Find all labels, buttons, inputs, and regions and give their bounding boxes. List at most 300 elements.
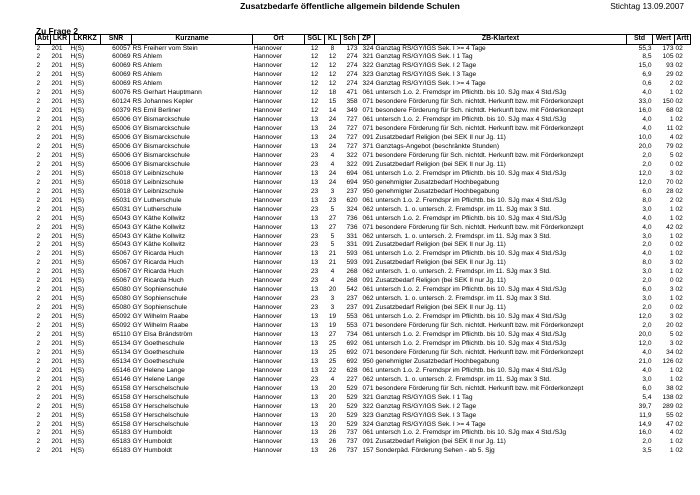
- cell-lkrkz: H(S): [70, 178, 85, 186]
- cell-sch: 737: [346, 429, 358, 437]
- cell-lkrkz: H(S): [70, 241, 85, 249]
- cell-kname: GY Wilhelm Raabe: [132, 313, 189, 321]
- column-header-zb: ZP: [359, 35, 375, 45]
- cell-wert: 29: [666, 71, 674, 79]
- cell-ort: Hannover: [253, 339, 283, 347]
- cell-abt: 2: [36, 214, 41, 222]
- cell-text: Zusatzbedarf Religion (bei SEK II nur Jg. 11): [375, 160, 506, 168]
- cell-sgl: 23: [310, 151, 319, 159]
- cell-kname: GY Elsa Brändström: [132, 331, 193, 338]
- cell-lkrkz: H(S): [70, 196, 85, 204]
- cell-std: 4,0: [642, 223, 652, 231]
- table-row: [36, 349, 691, 358]
- cell-lkrkz: H(S): [70, 366, 85, 374]
- cell-abt: 2: [36, 366, 41, 374]
- cell-wert: 4: [669, 134, 674, 142]
- cell-artt: 02: [675, 268, 683, 276]
- column-header-kname: Kurzname: [132, 35, 253, 45]
- cell-lkr: 201: [51, 259, 63, 267]
- cell-artt: 02: [675, 80, 683, 88]
- cell-artt: 02: [675, 322, 683, 330]
- cell-ort: Hannover: [253, 205, 283, 213]
- cell-std: 55,3: [638, 44, 652, 52]
- cell-sgl: 12: [310, 62, 319, 70]
- cell-artt: 02: [675, 366, 683, 374]
- cell-lkr: 201: [51, 89, 63, 97]
- cell-lkr: 201: [51, 53, 63, 61]
- cell-wert: 4: [669, 429, 674, 437]
- cell-snr: 65158: [112, 393, 131, 401]
- table-row: [36, 224, 691, 233]
- cell-sch: 331: [346, 241, 358, 249]
- cell-kname: GY Leibnizschule: [132, 169, 184, 177]
- cell-lkrkz: H(S): [70, 142, 85, 150]
- cell-lkrkz: H(S): [70, 205, 85, 213]
- cell-artt: 02: [675, 411, 683, 419]
- cell-std: 39,7: [638, 402, 652, 410]
- cell-text: besondere Förderung für Sch. nichtdt. Herkunft bzw. mit Förderkonzept: [375, 384, 584, 392]
- cell-snr: 60379: [112, 107, 131, 115]
- cell-wert: 5: [669, 331, 674, 338]
- cell-std: 33,0: [638, 98, 652, 106]
- cell-artt: 02: [675, 375, 683, 383]
- cell-snr: 65134: [112, 348, 131, 356]
- cell-artt: 02: [675, 169, 683, 177]
- cell-sgl: 13: [310, 313, 319, 321]
- cell-std: 3,0: [642, 375, 652, 383]
- cell-snr: 65183: [112, 447, 131, 455]
- cell-snr: 60069: [112, 62, 131, 70]
- cell-lkr: 201: [51, 160, 63, 168]
- cell-ort: Hannover: [253, 134, 283, 142]
- table-row: [36, 44, 691, 53]
- cell-abt: 2: [36, 205, 41, 213]
- cell-snr: 65018: [112, 178, 131, 186]
- cell-sgl: 23: [310, 232, 319, 240]
- table-row: [36, 89, 691, 98]
- cell-std: 6,0: [642, 286, 652, 294]
- cell-lkr: 201: [51, 107, 63, 115]
- column-header-snr: SNR: [101, 35, 132, 45]
- column-header-abt: Abt: [37, 35, 49, 42]
- cell-ort: Hannover: [253, 313, 283, 321]
- cell-zb: 061: [362, 89, 374, 97]
- cell-lkrkz: H(S): [70, 348, 85, 356]
- cell-wert: 1: [669, 295, 674, 303]
- cell-zb: 950: [362, 357, 374, 365]
- cell-kl: 24: [328, 125, 337, 133]
- cell-lkr: 201: [51, 429, 63, 437]
- cell-kl: 25: [328, 339, 337, 347]
- cell-kname: GY Bismarckschule: [132, 151, 190, 159]
- cell-artt: 02: [675, 277, 683, 285]
- cell-ort: Hannover: [253, 295, 283, 303]
- cell-ort: Hannover: [253, 169, 283, 177]
- cell-snr: 65043: [112, 223, 131, 231]
- cell-abt: 2: [36, 411, 41, 419]
- table-row: [36, 259, 691, 268]
- cell-zb: 061: [362, 250, 374, 258]
- cell-sch: 268: [346, 277, 358, 285]
- cell-sch: 727: [346, 116, 358, 124]
- cell-abt: 2: [36, 348, 41, 356]
- cell-abt: 2: [36, 134, 41, 142]
- cell-ort: Hannover: [253, 384, 283, 392]
- cell-std: 16,0: [638, 429, 652, 437]
- cell-sch: 227: [346, 375, 358, 383]
- cell-sch: 274: [346, 53, 358, 61]
- cell-lkrkz: H(S): [70, 80, 85, 88]
- cell-kname: RS Ahlem: [132, 62, 162, 70]
- cell-std: 4,0: [642, 250, 652, 258]
- cell-artt: 02: [675, 53, 683, 61]
- table-row: [36, 277, 691, 286]
- cell-lkrkz: H(S): [70, 44, 85, 52]
- cell-wert: 55: [666, 411, 674, 419]
- cell-kname: GY Herschelschule: [132, 384, 189, 392]
- section-label: Zu Frage 2: [36, 26, 78, 36]
- cell-kl: 24: [328, 134, 337, 142]
- cell-text: besondere Förderung für Sch. nichtdt. Herkunft bzw. mit Förderkonzept: [375, 223, 584, 231]
- cell-kname: RS Freiherr vom Stein: [132, 44, 198, 52]
- cell-sch: 692: [346, 348, 358, 356]
- cell-kname: GY Lutherschule: [132, 196, 182, 204]
- cell-abt: 2: [36, 232, 41, 240]
- cell-lkr: 201: [51, 313, 63, 321]
- cell-abt: 2: [36, 187, 41, 195]
- cell-kname: GY Herschelschule: [132, 402, 189, 410]
- cell-ort: Hannover: [253, 178, 283, 186]
- cell-lkr: 201: [51, 142, 63, 150]
- cell-ort: Hannover: [253, 232, 283, 240]
- cell-zb: 071: [362, 223, 374, 231]
- cell-text: besondere Förderung für Sch. nichtdt. Herkunft bzw. mit Förderkonzept: [375, 322, 584, 330]
- cell-sch: 553: [346, 313, 358, 321]
- cell-wert: 3: [669, 339, 674, 347]
- cell-text: besondere Förderung für Sch. nichtdt. Herkunft bzw. mit Förderkonzept: [375, 151, 584, 159]
- cell-wert: 150: [662, 98, 674, 106]
- table-row: [36, 250, 691, 259]
- cell-sgl: 13: [310, 214, 319, 222]
- cell-abt: 2: [36, 259, 41, 267]
- cell-zb: 323: [362, 71, 374, 79]
- cell-text: untersch 1.o. 2. Fremdspr im Pflichtb. bis 10. SJg max 4 Std./SJg: [375, 116, 567, 124]
- cell-ort: Hannover: [253, 268, 283, 276]
- table-row: [36, 394, 691, 403]
- cell-zb: 071: [362, 98, 374, 106]
- cell-text: besondere Förderung für Sch. nichtdt. Herkunft bzw. mit Förderkonzept: [375, 98, 584, 106]
- table-row: [36, 98, 691, 107]
- table-row: [36, 313, 691, 322]
- cell-zb: 322: [362, 402, 374, 410]
- cell-kname: GY Bismarckschule: [132, 134, 190, 142]
- cell-kl: 27: [328, 214, 337, 222]
- table-row: [36, 116, 691, 125]
- cell-lkrkz: H(S): [70, 232, 85, 240]
- cell-kname: GY Bismarckschule: [132, 116, 190, 124]
- cell-std: 12,0: [638, 313, 652, 321]
- cell-std: 20,0: [638, 142, 652, 150]
- column-header-lkrkz: LKRKZ: [70, 35, 101, 45]
- cell-lkrkz: H(S): [70, 89, 85, 97]
- cell-kname: GY Ricarda Huch: [132, 259, 184, 267]
- cell-kl: 3: [330, 304, 335, 312]
- cell-sch: 322: [346, 151, 358, 159]
- cell-artt: 02: [675, 116, 683, 124]
- cell-artt: 02: [675, 402, 683, 410]
- cell-kname: GY Käthe Kollwitz: [132, 241, 186, 249]
- table-row: [36, 53, 691, 62]
- column-header-kl: KL: [325, 35, 341, 45]
- cell-kl: 20: [328, 393, 337, 401]
- cell-wert: 1: [669, 366, 674, 374]
- cell-sgl: 13: [310, 178, 319, 186]
- cell-snr: 65092: [112, 313, 131, 321]
- cell-abt: 2: [36, 196, 41, 204]
- document-title: Zusatzbedarfe öffentliche allgemein bildende Schulen: [240, 1, 460, 11]
- cell-lkr: 201: [51, 232, 63, 240]
- cell-zb: 071: [362, 125, 374, 133]
- table-row: [36, 403, 691, 412]
- cell-sch: 529: [346, 411, 358, 419]
- cell-zb: 324: [362, 420, 374, 428]
- cell-std: 0,6: [642, 80, 652, 88]
- cell-wert: 1: [669, 232, 674, 240]
- cell-sgl: 12: [310, 44, 319, 52]
- cell-zb: 062: [362, 232, 374, 240]
- cell-abt: 2: [36, 295, 41, 303]
- cell-lkrkz: H(S): [70, 411, 85, 419]
- cell-snr: 65183: [112, 438, 131, 446]
- cell-artt: 02: [675, 125, 683, 133]
- cell-lkrkz: H(S): [70, 53, 85, 61]
- cell-wert: 1: [669, 447, 674, 455]
- column-header-sch: Sch: [341, 35, 359, 45]
- cell-artt: 02: [675, 196, 683, 204]
- cell-ort: Hannover: [253, 375, 283, 383]
- cell-abt: 2: [36, 429, 41, 437]
- cell-artt: 02: [675, 44, 683, 52]
- cell-zb: 071: [362, 107, 374, 115]
- cell-std: 10,0: [638, 134, 652, 142]
- cell-lkr: 201: [51, 125, 63, 133]
- table-row: [36, 322, 691, 331]
- report-date: Stichtag 13.09.2007: [610, 1, 684, 11]
- cell-kname: GY Herschelschule: [132, 411, 189, 419]
- cell-artt: 02: [675, 232, 683, 240]
- table-row: [36, 340, 691, 349]
- cell-sch: 553: [346, 322, 358, 330]
- cell-snr: 65158: [112, 420, 131, 428]
- cell-ort: Hannover: [253, 89, 283, 97]
- cell-snr: 65006: [112, 160, 131, 168]
- cell-text: Ganztag RS/GY/IGS Sek. I 3 Tage: [375, 71, 477, 79]
- table-row: [36, 304, 691, 313]
- cell-kname: GY Humboldt: [132, 447, 172, 455]
- cell-std: 2,0: [642, 438, 652, 446]
- cell-text: untersch. 1. o. untersch. 2. Fremdspr. im 11. SJg max 3 Std.: [375, 268, 551, 276]
- cell-ort: Hannover: [253, 71, 283, 79]
- cell-sgl: 13: [310, 223, 319, 231]
- cell-abt: 2: [36, 375, 41, 383]
- cell-sch: 349: [346, 107, 358, 115]
- cell-text: besondere Förderung für Sch. nichtdt. Herkunft bzw. mit Förderkonzept: [375, 107, 584, 115]
- cell-zb: 091: [362, 160, 374, 168]
- cell-kname: GY Wilhelm Raabe: [132, 322, 189, 330]
- cell-lkrkz: H(S): [70, 322, 85, 330]
- cell-wert: 1: [669, 375, 674, 383]
- cell-kl: 25: [328, 357, 337, 365]
- cell-zb: 321: [362, 53, 374, 61]
- cell-ort: Hannover: [253, 107, 283, 115]
- cell-snr: 65158: [112, 411, 131, 419]
- cell-kl: 27: [328, 223, 337, 231]
- cell-lkrkz: H(S): [70, 357, 85, 365]
- cell-wert: 173: [662, 44, 674, 52]
- cell-wert: 5: [669, 151, 674, 159]
- cell-artt: 02: [675, 178, 683, 186]
- cell-snr: 65006: [112, 142, 131, 150]
- cell-wert: 105: [662, 53, 674, 61]
- cell-sgl: 23: [310, 295, 319, 303]
- cell-zb: 061: [362, 366, 374, 374]
- cell-sch: 737: [346, 447, 358, 455]
- cell-kl: 15: [328, 98, 337, 106]
- cell-text: untersch 1.o. 2. Fremdspr im Pflichtb. bis 10. SJg max 4 Std./SJg: [375, 366, 567, 374]
- cell-lkrkz: H(S): [70, 438, 85, 446]
- cell-abt: 2: [36, 53, 41, 61]
- cell-sch: 529: [346, 384, 358, 392]
- cell-zb: 091: [362, 277, 374, 285]
- cell-abt: 2: [36, 402, 41, 410]
- cell-kl: 20: [328, 420, 337, 428]
- cell-snr: 60076: [112, 89, 131, 97]
- cell-lkrkz: H(S): [70, 447, 85, 455]
- cell-snr: 65018: [112, 187, 131, 195]
- cell-lkrkz: H(S): [70, 393, 85, 401]
- cell-zb: 091: [362, 259, 374, 267]
- cell-snr: 65134: [112, 339, 131, 347]
- cell-lkr: 201: [51, 205, 63, 213]
- cell-lkrkz: H(S): [70, 98, 85, 106]
- cell-wert: 289: [662, 402, 674, 410]
- cell-std: 2,0: [642, 277, 652, 285]
- cell-kl: 5: [330, 205, 335, 213]
- cell-std: 4,0: [642, 214, 652, 222]
- cell-abt: 2: [36, 125, 41, 133]
- cell-ort: Hannover: [253, 348, 283, 356]
- cell-std: 12,0: [638, 178, 652, 186]
- cell-ort: Hannover: [253, 53, 283, 61]
- table-row: [36, 143, 691, 152]
- cell-kl: 12: [328, 80, 337, 88]
- cell-zb: 071: [362, 384, 374, 392]
- cell-kname: RS Ahlem: [132, 53, 162, 61]
- cell-sgl: 23: [310, 277, 319, 285]
- cell-sgl: 13: [310, 411, 319, 419]
- cell-std: 14,9: [638, 420, 652, 428]
- cell-snr: 65134: [112, 357, 131, 365]
- cell-artt: 02: [675, 142, 683, 150]
- cell-sgl: 13: [310, 393, 319, 401]
- cell-kl: 20: [328, 286, 337, 294]
- cell-ort: Hannover: [253, 196, 283, 204]
- cell-snr: 65031: [112, 205, 131, 213]
- cell-artt: 02: [675, 205, 683, 213]
- cell-ort: Hannover: [253, 44, 283, 52]
- cell-abt: 2: [36, 62, 41, 70]
- cell-lkr: 201: [51, 393, 63, 401]
- cell-kname: GY Goetheschule: [132, 348, 185, 356]
- cell-snr: 65067: [112, 250, 131, 258]
- cell-zb: 061: [362, 116, 374, 124]
- cell-ort: Hannover: [253, 429, 283, 437]
- cell-std: 4,0: [642, 366, 652, 374]
- cell-abt: 2: [36, 116, 41, 124]
- table-row: [36, 170, 691, 179]
- cell-sgl: 12: [310, 53, 319, 61]
- cell-abt: 2: [36, 420, 41, 428]
- cell-zb: 071: [362, 348, 374, 356]
- table-row: [36, 134, 691, 143]
- cell-sch: 727: [346, 125, 358, 133]
- cell-std: 3,0: [642, 268, 652, 276]
- cell-sgl: 23: [310, 241, 319, 249]
- cell-snr: 65110: [112, 331, 131, 338]
- cell-lkr: 201: [51, 268, 63, 276]
- cell-snr: 65018: [112, 169, 131, 177]
- cell-text: Zusatzbedarf Religion (bei SEK II nur Jg. 11): [375, 304, 506, 312]
- data-table: [35, 34, 691, 456]
- cell-artt: 02: [675, 214, 683, 222]
- cell-sgl: 12: [310, 89, 319, 97]
- cell-wert: 3: [669, 169, 674, 177]
- cell-abt: 2: [36, 268, 41, 276]
- cell-zb: 062: [362, 295, 374, 303]
- cell-wert: 68: [666, 107, 674, 115]
- cell-snr: 65158: [112, 384, 131, 392]
- column-header-wert: Wert: [653, 35, 675, 45]
- cell-kname: GY Käthe Kollwitz: [132, 223, 186, 231]
- cell-zb: 071: [362, 322, 374, 330]
- cell-kl: 20: [328, 411, 337, 419]
- cell-wert: 0: [669, 241, 674, 249]
- cell-sch: 734: [346, 331, 358, 338]
- cell-artt: 02: [675, 447, 683, 455]
- cell-kl: 19: [328, 313, 337, 321]
- cell-sgl: 13: [310, 196, 319, 204]
- column-header-text: ZB-Klartext: [375, 35, 627, 45]
- cell-sch: 542: [346, 286, 358, 294]
- cell-kname: GY Ricarda Huch: [132, 250, 184, 258]
- cell-artt: 02: [675, 384, 683, 392]
- cell-kl: 23: [328, 196, 337, 204]
- cell-sgl: 23: [310, 268, 319, 276]
- cell-abt: 2: [36, 339, 41, 347]
- cell-kname: RS Emil Berliner: [132, 107, 181, 115]
- cell-lkrkz: H(S): [70, 331, 85, 338]
- cell-zb: 371: [362, 142, 374, 150]
- cell-ort: Hannover: [253, 331, 283, 338]
- cell-text: untersch 1.o. 2. Fremdspr im Pflichtb. bis 10. SJg max 4 Std./SJg: [375, 89, 567, 97]
- cell-text: genehmigter Zusatzbedarf Hochbegabung: [375, 178, 500, 186]
- cell-kname: GY Ricarda Huch: [132, 277, 184, 285]
- cell-wert: 126: [662, 357, 674, 365]
- cell-lkr: 201: [51, 250, 63, 258]
- cell-zb: 950: [362, 178, 374, 186]
- cell-lkrkz: H(S): [70, 304, 85, 312]
- cell-abt: 2: [36, 80, 41, 88]
